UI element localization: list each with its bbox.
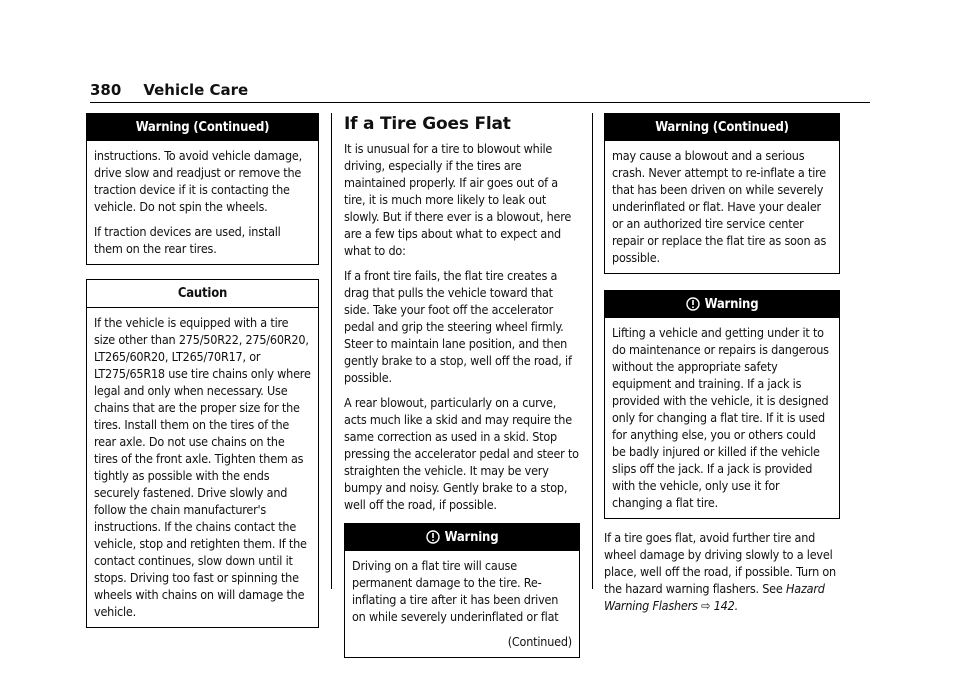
body-paragraph: It is unusual for a tire to blowout while driving, especially if the tires are maintained properly. If air goes out of a tire, it is much more likely to leak out slowly. But if there ever is a blowout, here are a few tips about what to expect and what to do: xyxy=(344,141,572,258)
page-reference[interactable]: 142. xyxy=(713,598,738,613)
warning-continued-body xyxy=(605,141,839,273)
column-divider xyxy=(592,113,593,589)
paragraph-text: If a tire goes flat, avoid further tire and wheel damage by driving slowly to a level place, well off the road, if possible. Turn on the hazard warning flashers. See xyxy=(604,530,836,596)
continued-label: (Continued) xyxy=(507,634,572,649)
column-3 xyxy=(604,113,840,614)
warning-icon xyxy=(426,530,440,544)
body-paragraph: If a front tire fails, the flat tire creates a drag that pulls the vehicle toward that side. Take your foot off the accelerator pedal and grip the steering wheel firmly. Steer to maintain lane position, and then gently brake to a stop, well off the road, if possible. xyxy=(344,268,572,385)
column-2 xyxy=(344,113,580,658)
caution-text: If the vehicle is equipped with a tire size other than 275/50R22, 275/60R20, LT265/60R20, LT265/70R17, or LT275/65R18 use tire chains only where legal and only when necessary. Use chains that are the proper size for the tires. Install them on the tires of the rear axle. Do not use chains on the tires of the front axle. Tighten them as tightly as possible with the ends securely fastened. Drive slowly and follow the chain manufacturer's instructions. If the chains contact the vehicle, stop and retighten them. If the contact continues, slow down until it stops. Driving too fast or spinning the wheels with chains on will damage the vehicle. xyxy=(94,315,311,619)
section-heading: If a Tire Goes Flat xyxy=(344,114,511,134)
body-paragraph xyxy=(604,529,840,614)
warning-body xyxy=(345,551,579,657)
warning-title xyxy=(605,291,839,318)
warning-continued-box xyxy=(604,113,840,274)
warning-text: Driving on a flat tire will cause permanent damage to the tire. Re-inflating a tire after it has been driven on while severely underinflated or flat xyxy=(352,558,559,624)
caution-title: Caution xyxy=(87,280,318,308)
warning-continued-title: Warning (Continued) xyxy=(87,114,318,141)
warning-continued-title: Warning (Continued) xyxy=(605,114,839,141)
warning-text: If traction devices are used, install them on the rear tires. xyxy=(94,224,281,256)
warning-continued-box xyxy=(86,113,319,265)
body-paragraph: A rear blowout, particularly on a curve, acts much like a skid and may require the same correction as used in a skid. Stop pressing the accelerator pedal and steer to straighten the vehicle. It may be very bumpy and noisy. Gently brake to a stop, well off the road, if possible. xyxy=(344,395,579,512)
warning-text: Lifting a vehicle and getting under it to do maintenance or repairs is dangerous without the appropriate safety equipment and training. If a jack is provided with the vehicle, it is designed only for changing a flat tire. If it is used for anything else, you or others could be badly injured or killed if the vehicle slips off the jack. If a jack is provided with the vehicle, only use it for changing a flat tire. xyxy=(612,325,829,510)
page-header xyxy=(90,80,870,100)
warning-title-text: Warning xyxy=(444,530,499,545)
header-rule xyxy=(90,102,870,103)
warning-icon xyxy=(686,297,700,311)
warning-box xyxy=(344,523,580,658)
spacer xyxy=(604,519,840,529)
column-divider xyxy=(331,113,332,589)
page-number: 380 xyxy=(90,81,122,99)
spacer xyxy=(86,265,319,279)
warning-text: instructions. To avoid vehicle damage, drive slow and readjust or remove the traction device if it is contacting the vehicle. Do not spin the wheels. xyxy=(94,148,302,214)
warning-text: may cause a blowout and a serious crash. Never attempt to re-inflate a tire that has been driven on while severely underinflated or flat. Have your dealer or an authorized tire service center repair or replace the flat tire as soon as possible. xyxy=(612,148,827,265)
warning-body xyxy=(605,318,839,518)
caution-body xyxy=(87,308,318,627)
caution-box xyxy=(86,279,319,628)
spacer xyxy=(604,274,840,290)
warning-continued-body xyxy=(87,141,318,264)
warning-box xyxy=(604,290,840,519)
warning-title-text: Warning xyxy=(704,297,759,312)
warning-title xyxy=(345,524,579,551)
section-title: Vehicle Care xyxy=(143,81,249,99)
column-1 xyxy=(86,113,319,628)
page-ref-arrow-icon: ⇨ xyxy=(701,598,711,613)
cross-reference-link[interactable]: Hazard Warning Flashers xyxy=(604,581,825,613)
